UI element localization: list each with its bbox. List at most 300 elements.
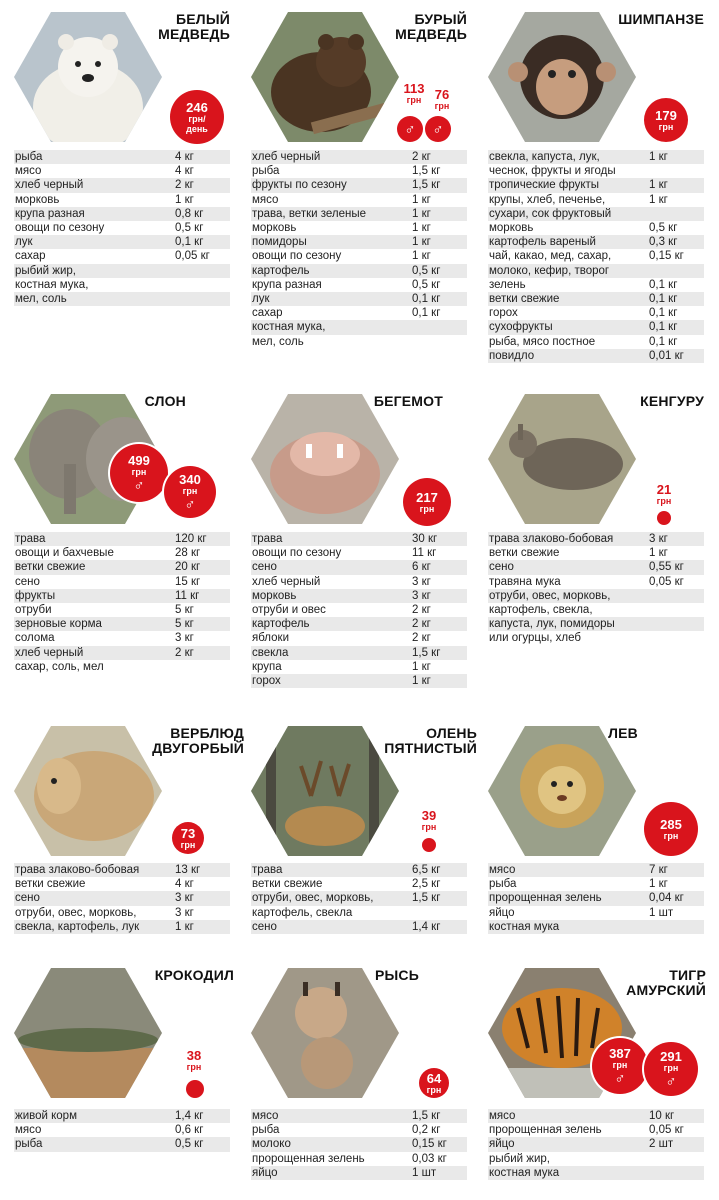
food-item: сено <box>252 920 277 933</box>
diet-row <box>251 532 467 546</box>
food-quantity: 0,15 кг <box>412 1138 447 1151</box>
diet-table <box>14 532 230 674</box>
food-quantity: 0,2 кг <box>412 1124 441 1137</box>
diet-row <box>488 546 704 560</box>
diet-row <box>14 150 230 164</box>
animal-name: БЕЛЫЙ МЕДВЕДЬ <box>158 11 230 42</box>
food-item: рыба <box>15 1138 43 1151</box>
food-quantity <box>412 320 467 334</box>
food-quantity: 1 кг <box>649 547 668 560</box>
food-item: горох <box>252 675 281 688</box>
food-quantity <box>649 589 704 603</box>
male-icon: ♂ <box>397 116 423 142</box>
food-item: чеснок, фрукты и ягоды <box>489 165 616 178</box>
diet-row <box>251 320 467 334</box>
diet-row <box>14 603 230 617</box>
food-item: картофель вареный <box>489 236 596 249</box>
price-badge: 246 грн/ день <box>170 90 224 144</box>
food-item: яйцо <box>489 1138 515 1151</box>
food-quantity: 1 кг <box>412 660 431 673</box>
food-item: чай, какао, мед, сахар, <box>489 250 612 263</box>
food-quantity: 11 кг <box>412 547 437 560</box>
food-item: картофель, свекла, <box>489 604 593 617</box>
diet-row <box>14 863 230 877</box>
food-quantity: 0,15 кг <box>649 250 684 263</box>
food-quantity <box>175 660 230 674</box>
animal-name: СЛОН <box>144 393 186 409</box>
food-item: отруби, овес, морковь, <box>489 589 611 602</box>
food-item: мясо <box>15 1124 42 1137</box>
food-quantity: 13 кг <box>175 864 201 876</box>
diet-row <box>14 235 230 249</box>
food-item: свекла, картофель, лук <box>15 920 140 933</box>
food-item: хлеб черный <box>252 575 321 588</box>
diet-row <box>251 207 467 221</box>
food-quantity: 2 кг <box>412 604 431 617</box>
food-quantity <box>649 1152 704 1166</box>
food-item: ветки свежие <box>15 561 86 574</box>
diet-row <box>488 306 704 320</box>
food-item: картофель, свекла <box>252 906 353 919</box>
diet-table <box>14 863 230 934</box>
food-item: овощи по сезону <box>15 222 105 235</box>
diet-row <box>488 335 704 349</box>
food-quantity: 0,6 кг <box>175 1124 204 1137</box>
food-quantity: 1 кг <box>412 675 431 688</box>
male-icon: ♂ <box>665 1072 677 1090</box>
food-item: капуста, лук, помидоры <box>489 618 615 631</box>
food-quantity: 0,1 кг <box>649 278 678 291</box>
food-item: сухари, сок фруктовый <box>489 207 612 220</box>
food-quantity: 0,1 кг <box>649 293 678 306</box>
diet-row <box>488 193 704 207</box>
price-badge-male-1: 387 грн ♂ <box>592 1038 648 1094</box>
food-item: картофель <box>252 618 310 631</box>
price-badge-male-1: 499 грн ♂ <box>110 444 168 502</box>
diet-row <box>251 631 467 645</box>
food-item: картофель <box>252 264 310 277</box>
diet-row <box>251 249 467 263</box>
animal-name: ТИГР АМУРСКИЙ <box>626 967 706 998</box>
food-item: сено <box>489 561 514 574</box>
food-item: мясо <box>252 193 279 206</box>
food-item: горох <box>489 307 518 320</box>
diet-row <box>251 603 467 617</box>
food-quantity: 0,03 кг <box>412 1152 447 1165</box>
diet-row <box>251 306 467 320</box>
diet-row <box>14 1123 230 1137</box>
diet-row <box>14 660 230 674</box>
price-badge: 285 грн <box>644 802 698 856</box>
food-quantity: 3 кг <box>649 533 668 545</box>
diet-row <box>488 150 704 164</box>
food-item: рыба <box>252 1124 280 1137</box>
diet-row <box>251 193 467 207</box>
food-item: яблоки <box>252 632 289 645</box>
food-quantity: 6 кг <box>412 561 431 574</box>
food-item: фрукты по сезону <box>252 179 347 192</box>
food-item: яйцо <box>252 1166 278 1179</box>
food-item: овощи по сезону <box>252 250 342 263</box>
food-item: мясо <box>252 1110 279 1122</box>
food-quantity: 0,8 кг <box>175 207 204 220</box>
food-item: рыба <box>489 878 517 891</box>
food-item: пророщенная зелень <box>252 1152 365 1165</box>
food-quantity: 20 кг <box>175 561 201 574</box>
food-quantity: 1 шт <box>649 906 674 919</box>
diet-row <box>14 1137 230 1151</box>
food-item: рыбий жир, <box>15 264 76 277</box>
food-quantity: 1 кг <box>412 236 431 249</box>
food-item: отруби, овес, морковь, <box>252 892 374 905</box>
diet-row <box>488 1152 704 1166</box>
diet-row <box>251 560 467 574</box>
food-quantity: 1 кг <box>649 878 668 891</box>
diet-row <box>14 546 230 560</box>
food-quantity <box>412 335 467 349</box>
diet-row <box>251 221 467 235</box>
food-quantity: 0,5 кг <box>412 264 441 277</box>
food-item: крупа разная <box>15 207 85 220</box>
price-dot <box>657 511 671 525</box>
food-item: рыбий жир, <box>489 1152 550 1165</box>
food-quantity: 1 кг <box>412 193 431 206</box>
diet-row <box>14 207 230 221</box>
food-quantity: 1,5 кг <box>412 165 441 178</box>
diet-row <box>251 575 467 589</box>
food-item: свекла, капуста, лук, <box>489 151 600 163</box>
food-quantity: 1,4 кг <box>412 920 441 933</box>
food-quantity <box>649 207 704 221</box>
food-quantity: 0,5 кг <box>649 222 678 235</box>
diet-row <box>251 1137 467 1151</box>
diet-row <box>251 891 467 905</box>
food-quantity: 0,05 кг <box>649 1124 684 1137</box>
diet-row <box>488 891 704 905</box>
food-quantity: 2 кг <box>412 618 431 631</box>
food-quantity: 28 кг <box>175 547 201 560</box>
food-quantity: 3 кг <box>175 892 194 905</box>
food-quantity: 0,05 кг <box>175 250 210 263</box>
food-quantity: 3 кг <box>175 906 194 919</box>
diet-row <box>14 264 230 278</box>
food-item: сахар <box>15 250 46 263</box>
diet-table <box>488 1109 704 1180</box>
food-item: свекла <box>252 646 289 659</box>
food-item: крупа разная <box>252 278 322 291</box>
food-quantity: 4 кг <box>175 878 194 891</box>
food-item: солома <box>15 632 55 645</box>
food-item: крупа <box>252 660 282 673</box>
food-quantity: 1 кг <box>175 920 194 933</box>
food-item: лук <box>15 236 33 249</box>
food-item: тропические фрукты <box>489 179 600 192</box>
food-quantity: 1 кг <box>649 151 668 163</box>
food-item: сухофрукты <box>489 321 553 334</box>
animal-name: ВЕРБЛЮД ДВУГОРБЫЙ <box>152 725 244 756</box>
food-quantity: 5 кг <box>175 618 194 631</box>
food-quantity: 10 кг <box>649 1110 675 1122</box>
food-quantity: 0,04 кг <box>649 892 684 905</box>
food-quantity: 1,5 кг <box>412 1110 441 1122</box>
diet-row <box>488 603 704 617</box>
diet-row <box>251 906 467 920</box>
food-quantity <box>649 264 704 278</box>
food-quantity: 0,55 кг <box>649 561 684 574</box>
diet-row <box>14 891 230 905</box>
diet-row <box>14 877 230 891</box>
food-quantity: 2,5 кг <box>412 878 441 891</box>
food-item: хлеб черный <box>15 179 84 192</box>
food-item: лук <box>252 293 270 306</box>
diet-table <box>251 1109 467 1180</box>
diet-table <box>14 1109 230 1152</box>
food-item: помидоры <box>252 236 307 249</box>
diet-row <box>14 278 230 292</box>
food-item: костная мука, <box>252 321 326 334</box>
male-icon: ♂ <box>425 116 451 142</box>
food-item: овощи и бахчевые <box>15 547 114 560</box>
animal-name: ШИМПАНЗЕ <box>618 11 704 27</box>
food-quantity: 1 кг <box>175 193 194 206</box>
food-item: крупы, хлеб, печенье, <box>489 193 606 206</box>
diet-row <box>251 1152 467 1166</box>
diet-row <box>251 278 467 292</box>
food-item: морковь <box>489 222 534 235</box>
food-quantity <box>649 1166 704 1180</box>
diet-row <box>251 660 467 674</box>
price-label-male-2: 76 грн <box>434 86 450 111</box>
price-badge: 179 грн <box>644 98 688 142</box>
food-quantity: 0,1 кг <box>412 293 441 306</box>
diet-row <box>251 150 467 164</box>
food-item: трава <box>252 533 283 545</box>
food-item: хлеб черный <box>15 646 84 659</box>
male-icon: ♂ <box>133 476 145 494</box>
food-item: пророщенная зелень <box>489 892 602 905</box>
food-quantity: 1 кг <box>649 179 668 192</box>
diet-row <box>251 646 467 660</box>
food-item: ветки свежие <box>252 878 323 891</box>
price-badge: 64 грн <box>419 1068 449 1098</box>
food-item: рыба <box>252 165 280 178</box>
food-quantity: 0,3 кг <box>649 236 678 249</box>
diet-row <box>251 335 467 349</box>
price-badge-male-2: 340 грн ♂ <box>164 466 216 518</box>
price-badge-male-2: 291 грн ♂ <box>644 1042 698 1096</box>
food-item: яйцо <box>489 906 515 919</box>
food-item: живой корм <box>15 1110 77 1122</box>
food-quantity: 1 кг <box>412 250 431 263</box>
food-item: травяна мука <box>489 575 561 588</box>
diet-row <box>488 235 704 249</box>
diet-row <box>488 617 704 631</box>
diet-row <box>488 863 704 877</box>
price-badge: 217 грн <box>403 478 451 526</box>
food-item: ветки свежие <box>489 293 560 306</box>
food-quantity <box>649 920 704 934</box>
diet-row <box>251 178 467 192</box>
food-item: фрукты <box>15 589 56 602</box>
diet-row <box>488 1109 704 1123</box>
chimpanzee-photo <box>488 12 636 142</box>
food-item: сахар, соль, мел <box>15 660 104 673</box>
food-item: отруби, овес, морковь, <box>15 906 137 919</box>
food-quantity <box>175 264 230 278</box>
food-quantity: 1,5 кг <box>412 179 441 192</box>
food-item: хлеб черный <box>252 151 321 163</box>
food-item: морковь <box>252 589 297 602</box>
food-quantity: 2 кг <box>175 646 194 659</box>
food-quantity: 1 шт <box>412 1166 437 1179</box>
food-item: ветки свежие <box>15 878 86 891</box>
food-quantity: 4 кг <box>175 151 194 163</box>
diet-row <box>14 532 230 546</box>
price-label: 38 грн <box>186 1047 202 1072</box>
diet-row <box>488 164 704 178</box>
diet-row <box>488 221 704 235</box>
food-quantity: 1,5 кг <box>412 646 441 659</box>
diet-row <box>251 617 467 631</box>
food-item: морковь <box>15 193 60 206</box>
food-quantity: 11 кг <box>175 589 200 602</box>
food-item: рыба <box>15 151 43 163</box>
diet-row <box>251 235 467 249</box>
food-quantity <box>649 164 704 178</box>
diet-row <box>488 178 704 192</box>
food-item: трава <box>15 533 46 545</box>
diet-row <box>251 292 467 306</box>
food-item: трава злаково-бобовая <box>489 533 614 545</box>
diet-row <box>488 1166 704 1180</box>
animal-name: ЛЕВ <box>608 725 638 741</box>
food-item: или огурцы, хлеб <box>489 632 581 645</box>
food-quantity: 0,1 кг <box>649 321 678 334</box>
food-item: отруби <box>15 604 52 617</box>
male-icon: ♂ <box>614 1069 626 1087</box>
diet-row <box>14 631 230 645</box>
food-item: молоко <box>252 1138 291 1151</box>
food-quantity: 2 кг <box>412 632 431 645</box>
food-quantity <box>175 292 230 306</box>
food-item: повидло <box>489 349 535 362</box>
price-dot <box>422 838 436 852</box>
food-quantity: 0,01 кг <box>649 349 684 362</box>
diet-row <box>251 164 467 178</box>
food-quantity: 0,05 кг <box>649 575 684 588</box>
diet-table <box>488 863 704 934</box>
diet-row <box>251 863 467 877</box>
food-item: сено <box>15 575 40 588</box>
diet-row <box>488 292 704 306</box>
diet-row <box>251 264 467 278</box>
diet-row <box>251 1166 467 1180</box>
animal-name: РЫСЬ <box>374 967 419 983</box>
diet-row <box>251 589 467 603</box>
food-item: мясо <box>15 165 42 178</box>
animal-name: БУРЫЙ МЕДВЕДЬ <box>395 11 467 42</box>
diet-row <box>251 920 467 934</box>
diet-row <box>488 920 704 934</box>
food-item: трава <box>252 864 283 876</box>
food-item: сахар <box>252 307 283 320</box>
diet-row <box>488 877 704 891</box>
diet-row <box>14 193 230 207</box>
male-icon: ♂ <box>184 495 196 513</box>
food-quantity <box>412 906 467 920</box>
diet-row <box>14 589 230 603</box>
food-quantity: 2 шт <box>649 1138 674 1151</box>
food-quantity: 15 кг <box>175 575 201 588</box>
food-quantity: 0,5 кг <box>175 1138 204 1151</box>
food-item: ветки свежие <box>489 547 560 560</box>
food-quantity: 0,1 кг <box>649 335 678 348</box>
food-quantity: 1 кг <box>649 193 668 206</box>
hippo-photo <box>251 394 399 524</box>
food-item: трава, ветки зеленые <box>252 207 367 220</box>
food-item: отруби и овес <box>252 604 326 617</box>
diet-row <box>488 589 704 603</box>
diet-row <box>14 292 230 306</box>
food-quantity: 0,1 кг <box>649 307 678 320</box>
food-quantity: 2 кг <box>175 179 194 192</box>
food-quantity: 6,5 кг <box>412 864 441 876</box>
diet-row <box>14 178 230 192</box>
diet-row <box>488 207 704 221</box>
food-quantity: 3 кг <box>175 632 194 645</box>
diet-row <box>488 1137 704 1151</box>
price-dot <box>186 1080 204 1098</box>
animal-name: КЕНГУРУ <box>640 393 704 409</box>
diet-row <box>14 249 230 263</box>
food-quantity: 7 кг <box>649 864 668 876</box>
food-quantity: 1 кг <box>412 207 431 220</box>
food-item: трава злаково-бобовая <box>15 864 140 876</box>
food-item: мясо <box>489 864 516 876</box>
food-item: костная мука <box>489 1166 560 1179</box>
food-quantity: 2 кг <box>412 151 431 163</box>
food-quantity: 0,5 кг <box>412 278 441 291</box>
diet-table <box>251 863 467 934</box>
food-quantity <box>649 617 704 631</box>
diet-row <box>488 1123 704 1137</box>
food-item: мел, соль <box>252 335 304 348</box>
animal-name: БЕГЕМОТ <box>373 393 443 409</box>
diet-table <box>251 150 467 349</box>
animal-name: КРОКОДИЛ <box>154 967 234 983</box>
crocodile-photo <box>14 968 162 1098</box>
food-item: мел, соль <box>15 293 67 306</box>
food-item: мясо <box>489 1110 516 1122</box>
diet-row <box>14 575 230 589</box>
diet-row <box>251 1123 467 1137</box>
price-label: 39 грн <box>421 807 437 832</box>
diet-row <box>488 575 704 589</box>
diet-table <box>488 150 704 363</box>
price-label-male-1: 113 грн <box>403 80 425 105</box>
diet-row <box>251 877 467 891</box>
food-item: рыба, мясо постное <box>489 335 596 348</box>
diet-row <box>14 920 230 934</box>
animal-name: ОЛЕНЬ ПЯТНИСТЫЙ <box>384 725 477 756</box>
food-quantity: 0,1 кг <box>175 236 204 249</box>
food-item: морковь <box>252 222 297 235</box>
food-quantity: 0,1 кг <box>412 307 441 320</box>
diet-row <box>14 1109 230 1123</box>
diet-table <box>488 532 704 646</box>
diet-row <box>14 646 230 660</box>
food-quantity <box>649 603 704 617</box>
